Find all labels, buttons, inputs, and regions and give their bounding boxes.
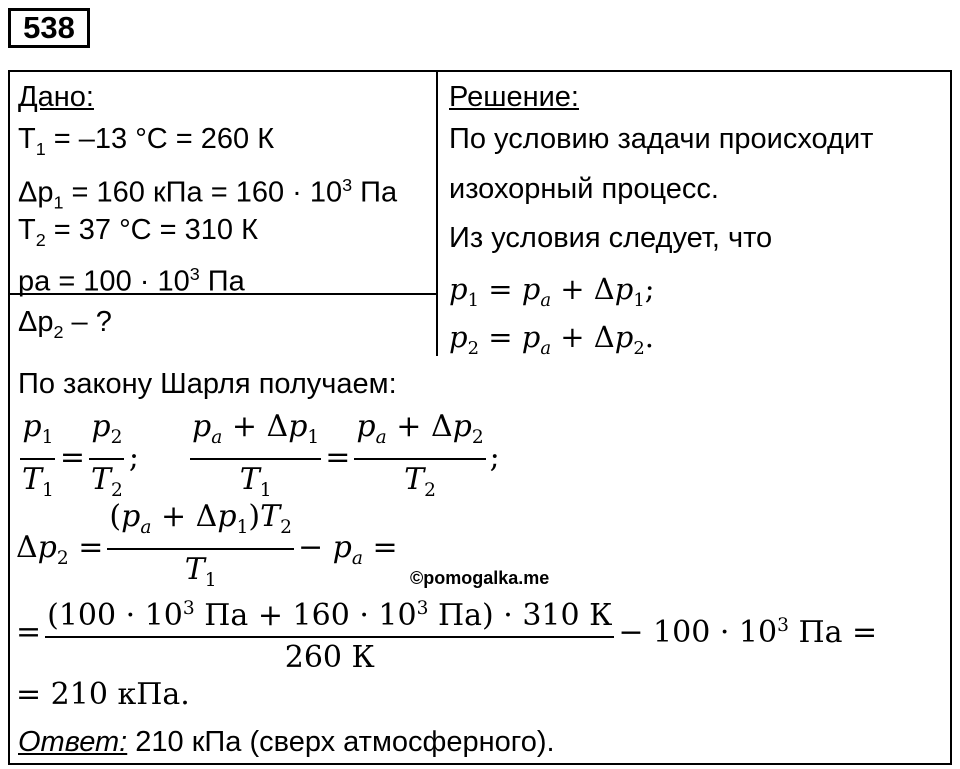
answer-label: Ответ: (18, 726, 128, 758)
charles-ratio: $\frac{p_1}{T_1}$ = $\frac{p_2}{T_2}$ ; (22, 409, 139, 501)
given-dp1: $\Delta p_1 = 160$ кПа = $160 \cdot 10^3$ Па (18, 175, 398, 213)
solution-line-2: изохорный процесс. (449, 173, 719, 205)
answer-line (18, 725, 555, 759)
solution-header: Решение: (449, 81, 579, 113)
watermark: ©pomogalka.me (410, 568, 550, 588)
charles-expanded: $\frac{p_a + \Delta p_1}{T_1}$ = $\frac{p_a + \Delta p_2}{T_2}$ ; (192, 409, 500, 501)
solution-line-3: Из условия следует, что (449, 222, 773, 254)
result-line: = 210 кПа. (16, 677, 190, 712)
solution-line-1: По условию задачи происходит (449, 123, 874, 155)
given-t2: $T_2 = 37$ °C = 310 К (18, 214, 259, 250)
given-header: Дано: (18, 81, 94, 113)
equation-p2: $p_2 = p_a + \Delta p_2$. (449, 320, 654, 359)
law-text: По закону Шарля получаем: (18, 368, 397, 400)
find-dp2: $\Delta p_2$ – ? (18, 306, 112, 342)
dp2-formula: $\Delta p_2$ = $\frac{(p_a + \Delta p_1)T_2}{T_1}$ − $p_a$ = (16, 499, 398, 591)
given-pa: pa = $100 \cdot 10^3$ Па (18, 264, 245, 298)
answer-value: 210 кПа (сверх атмосферного). (135, 726, 555, 758)
numeric-calculation: = $\frac{(100 \cdot 10^3 Па + 160 \cdot 10^3 Па) \cdot 310 К}{260 К}$ − $100 \cdot 10^3$ Па = (16, 592, 877, 675)
equation-p1: $p_1 = p_a + \Delta p_1$; (449, 272, 655, 311)
given-t1: $T_1 = -13$ °C = 260 К (18, 123, 275, 159)
problem-number: 538 (8, 8, 90, 48)
